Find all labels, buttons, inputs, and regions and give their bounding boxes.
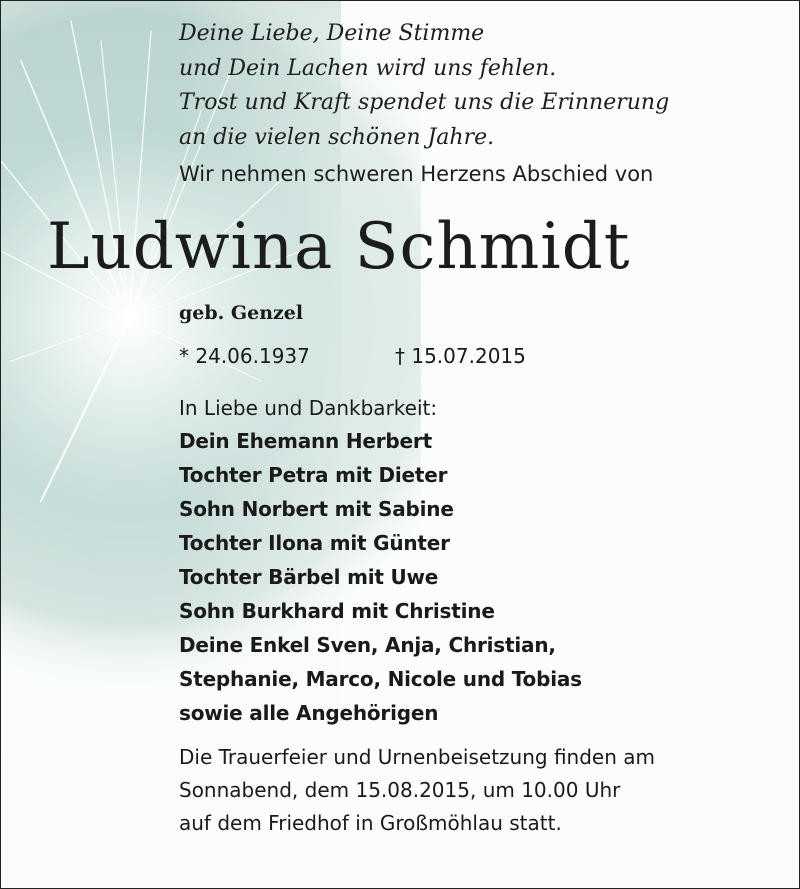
ceremony-line: Die Trauerfeier und Urnenbeisetzung finden am [179,745,656,769]
mourner-line: Deine Enkel Sven, Anja, Christian, [179,633,556,657]
death-date: † 15.07.2015 [395,344,526,368]
mourner-line: Dein Ehemann Herbert [179,429,432,453]
obituary-content [1,1,799,888]
mourners-list [179,424,582,730]
mourners-intro: In Liebe und Dankbarkeit: [179,396,438,420]
memorial-poem [179,17,669,155]
mourner-line: Sohn Burkhard mit Christine [179,599,495,623]
deceased-name: Ludwina Schmidt [47,210,631,284]
mourner-line: Sohn Norbert mit Sabine [179,497,454,521]
mourner-line: Stephanie, Marco, Nicole und Tobias [179,667,582,691]
maiden-name: geb. Genzel [179,302,304,324]
mourner-line: Tochter Petra mit Dieter [179,463,448,487]
ceremony-info [179,741,655,840]
mourner-line: Tochter Ilona mit Günter [179,531,450,555]
birth-date: * 24.06.1937 [179,344,310,368]
ceremony-line: auf dem Friedhof in Großmöhlau statt. [179,811,562,835]
mourner-line: sowie alle Angehörigen [179,701,439,725]
poem-line: und Dein Lachen wird uns fehlen. [179,55,557,81]
mourner-line: Tochter Bärbel mit Uwe [179,565,439,589]
ceremony-line: Sonnabend, dem 15.08.2015, um 10.00 Uhr [179,778,621,802]
farewell-intro: Wir nehmen schweren Herzens Abschied von [179,162,654,186]
poem-line: Deine Liebe, Deine Stimme [179,21,485,46]
poem-line: Trost und Kraft spendet uns die Erinnerung [179,90,670,115]
poem-line: an die vielen schönen Jahre. [179,124,495,150]
